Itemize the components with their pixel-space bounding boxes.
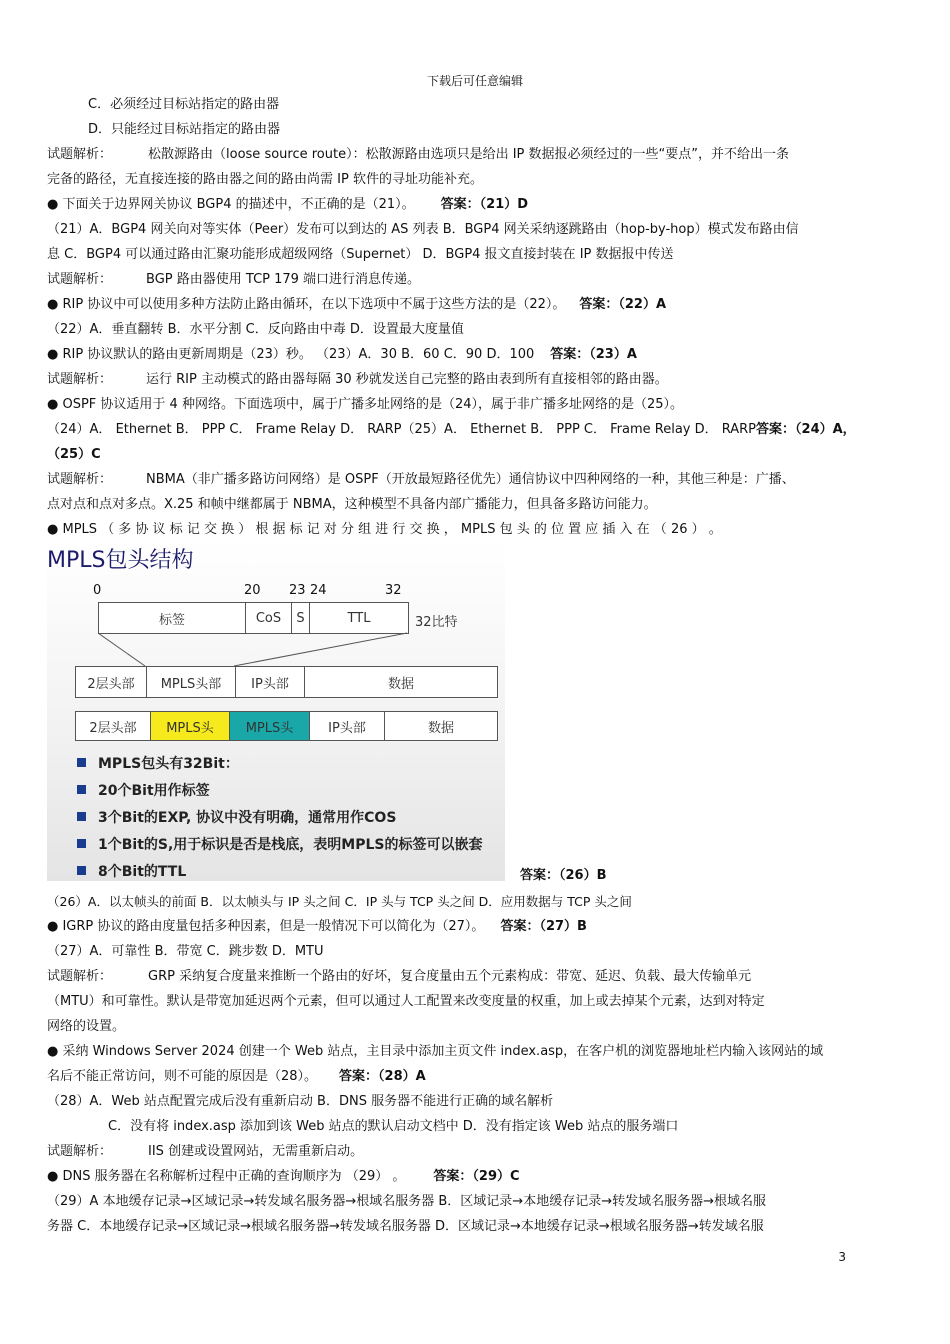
analysis-label: 试题解析： xyxy=(47,472,113,487)
bullet-item: 3个Bit的EXP, 协议中没有明确，通常用作COS xyxy=(77,807,396,827)
page-header: 下载后可任意编辑 xyxy=(426,74,523,88)
row2-data: 数据 xyxy=(427,720,454,736)
question-line xyxy=(47,1168,520,1186)
field-ttl: TTL xyxy=(347,610,371,626)
packet-row-2 xyxy=(75,711,498,741)
bullet-item: 20个Bit用作标签 xyxy=(77,780,210,800)
bit-label: 32 xyxy=(385,583,402,598)
row1-mpls-header: MPLS头部 xyxy=(147,667,236,697)
row2-ip-header: IP头部 xyxy=(310,712,385,740)
bullet-item: MPLS包头有32Bit： xyxy=(77,753,239,773)
option-line: C．没有将 index.asp 添加到该 Web 站点的默认启动文档中 D．没有指定该 Web 站点的服务端口 xyxy=(108,1119,679,1134)
answer-text: 答案：（22）A xyxy=(579,297,667,312)
bit-label: 23 xyxy=(289,583,306,598)
answer-text: 答案：（21）D xyxy=(440,197,529,212)
question-text: ● RIP 协议中可以使用多种方法防止路由循环，在以下选项中不属于这些方法的是（22）。 xyxy=(47,297,566,312)
analysis-label: 试题解析： xyxy=(47,969,113,984)
text-line: 完备的路径，无直接连接的路由器之间的路由尚需 IP 软件的寻址功能补充。 xyxy=(47,172,483,187)
analysis-line xyxy=(47,146,789,164)
answer-text: 答案：（27）B xyxy=(500,919,587,934)
option-line: （21）A．BGP4 网关向对等实体（Peer）发布可以到达的 AS 列表 B．BGP4 网关采纳逐跳路由（hop-by-hop）模式发布路由信 xyxy=(47,222,799,237)
figure-title: MPLS包头结构 xyxy=(47,548,194,573)
packet-row-1 xyxy=(75,666,498,698)
question-line: ● 采纳 Windows Server 2024 创建一个 Web 站点，主目录中添加主页文件 index.asp，在客户机的浏览器地址栏内输入该网站的域 xyxy=(47,1044,824,1059)
analysis-text: BGP 路由器使用 TCP 179 端口进行消息传递。 xyxy=(146,272,421,287)
analysis-text: 运行 RIP 主动模式的路由器每隔 30 秒就发送自己完整的路由表到所有直接相邻的路由器。 xyxy=(146,372,668,387)
option-line: （27）A．可靠性 B．带宽 C．跳步数 D．MTU xyxy=(47,944,324,959)
question-text: 名后不能正常访问，则不可能的原因是（28）。 xyxy=(47,1069,318,1084)
option-text: （24）A． Ethernet B． PPP C． Frame Relay D． RARP（25）A． Ethernet B． PPP C． Frame Relay D． RARP xyxy=(47,422,757,437)
option-line: （26）A．以太帧头的前面 B．以太帧头与 IP 头之间 C．IP 头与 TCP 头之间 D．应用数据与 TCP 头之间 xyxy=(47,894,632,909)
answer-text: 答案：（29）C xyxy=(433,1169,520,1184)
square-bullet-icon xyxy=(77,839,86,848)
bit-label: 24 xyxy=(310,583,327,598)
page-number: 3 xyxy=(838,1250,846,1264)
question-line: ● OSPF 协议适用于 4 种网络。下面选项中，属于广播多址网络的是（24），属于非广播多址网络的是（25）。 xyxy=(47,397,684,412)
question-line xyxy=(47,196,528,214)
option-line xyxy=(47,421,856,439)
square-bullet-icon xyxy=(77,866,86,875)
analysis-text: GRP 采纳复合度量来推断一个路由的好坏，复合度量由五个元素构成：带宽、延迟、负载、最大传输单元 xyxy=(148,969,752,984)
field-s: S xyxy=(292,603,310,633)
text-line: 点对点和点对多点。X.25 和帧中继都属于 NBMA，这种模型不具备内部广播能力，但具备多路访问能力。 xyxy=(47,497,657,512)
question-line xyxy=(47,346,637,364)
text-line: 网络的设置。 xyxy=(47,1019,126,1034)
row2-mpls-header-2: MPLS头 xyxy=(230,712,310,740)
question-text: ● RIP 协议默认的路由更新周期是（23）秒。 （23）A．30 B．60 C．90 D．100 xyxy=(47,347,535,362)
question-text: ● IGRP 协议的路由度量包括多种因素，但是一般情况下可以简化为（27）。 xyxy=(47,919,485,934)
field-cos: CoS xyxy=(246,603,292,633)
bit-label: 0 xyxy=(93,583,102,598)
option-line: （28）A．Web 站点配置完成后没有重新启动 B．DNS 服务器不能进行正确的域名解析 xyxy=(47,1094,554,1109)
question-text: ● DNS 服务器在名称解析过程中正确的查询顺序为 （29） 。 xyxy=(47,1169,406,1184)
answer-text: 答案：（24）A， xyxy=(756,422,856,437)
square-bullet-icon xyxy=(77,812,86,821)
question-line xyxy=(47,918,587,936)
analysis-line xyxy=(47,271,420,289)
analysis-label: 试题解析： xyxy=(47,272,113,287)
option-line: 务器 C．本地缓存记录→区域记录→根域名服务器→转发域名服务器 D．区域记录→本地缓存记录→根域名服务器→转发域名服 xyxy=(47,1219,764,1234)
analysis-text: IIS 创建或设置网站，无需重新启动。 xyxy=(148,1144,364,1159)
text-line: （MTU）和可靠性。默认是带宽加延迟两个元素，但可以通过人工配置来改变度量的权重，加上或去掉某个元素，达到对特定 xyxy=(47,994,765,1009)
square-bullet-icon xyxy=(77,785,86,794)
answer-text: 答案：（26）B xyxy=(520,868,607,883)
analysis-label: 试题解析： xyxy=(47,1144,113,1159)
analysis-line xyxy=(47,1143,363,1161)
analysis-line xyxy=(47,968,751,986)
row2-l2-header: 2层头部 xyxy=(76,712,151,740)
option-line: 息 C．BGP4 可以通过路由汇聚功能形成超级网络（Supernet） D．BGP4 报文直接封装在 IP 数据报中传送 xyxy=(47,247,674,262)
analysis-label: 试题解析： xyxy=(47,372,113,387)
option-line: （22）A．垂直翻转 B．水平分割 C．反向路由中毒 D．设置最大度量值 xyxy=(47,322,464,337)
answer-text: 答案：（28）A xyxy=(339,1069,426,1084)
bullet-item: 1个Bit的S,用于标识是否是栈底，表明MPLS的标签可以嵌套 xyxy=(77,834,483,854)
option-line: C．必须经过目标站指定的路由器 xyxy=(88,97,280,112)
row1-ip-header: IP头部 xyxy=(236,667,305,697)
question-line: ● MPLS （ 多 协 议 标 记 交 换 ） 根 据 标 记 对 分 组 进 行 交 换 ， MPLS 包 头 的 位 置 应 插 入 在 （ 26 ） 。 xyxy=(47,522,722,537)
row1-l2-header: 2层头部 xyxy=(76,667,147,697)
option-line: （29）A 本地缓存记录→区域记录→转发域名服务器→根域名服务器 B．区域记录→本地缓存记录→转发域名服务器→根域名服 xyxy=(47,1194,766,1209)
answer-text: 答案：（23）A xyxy=(550,347,637,362)
row2-mpls-header-1: MPLS头 xyxy=(151,712,230,740)
analysis-text: NBMA（非广播多路访问网络）是 OSPF（开放最短路径优先）通信协议中四种网络的一种，其他三种是：广播、 xyxy=(146,472,795,487)
analysis-line xyxy=(47,471,795,489)
mpls-header-figure xyxy=(47,541,505,881)
bits-label: 32比特 xyxy=(415,615,458,630)
option-line: D．只能经过目标站指定的路由器 xyxy=(88,122,281,137)
answer-text: （25）C xyxy=(47,447,101,462)
bullet-item: 8个Bit的TTL xyxy=(77,861,186,881)
bit-label: 20 xyxy=(244,583,261,598)
analysis-text: 松散源路由（loose source route）：松散源路由选项只是给出 IP 数据报必须经过的一些“要点”，并不给出一条 xyxy=(148,147,789,162)
analysis-label: 试题解析： xyxy=(47,147,113,162)
question-line xyxy=(47,1068,426,1086)
question-line xyxy=(47,296,666,314)
question-text: ● 下面关于边界网关协议 BGP4 的描述中，不正确的是（21）。 xyxy=(47,197,415,212)
analysis-line xyxy=(47,371,668,389)
square-bullet-icon xyxy=(77,758,86,767)
field-label: 标签 xyxy=(99,603,246,633)
row1-data: 数据 xyxy=(387,676,414,692)
